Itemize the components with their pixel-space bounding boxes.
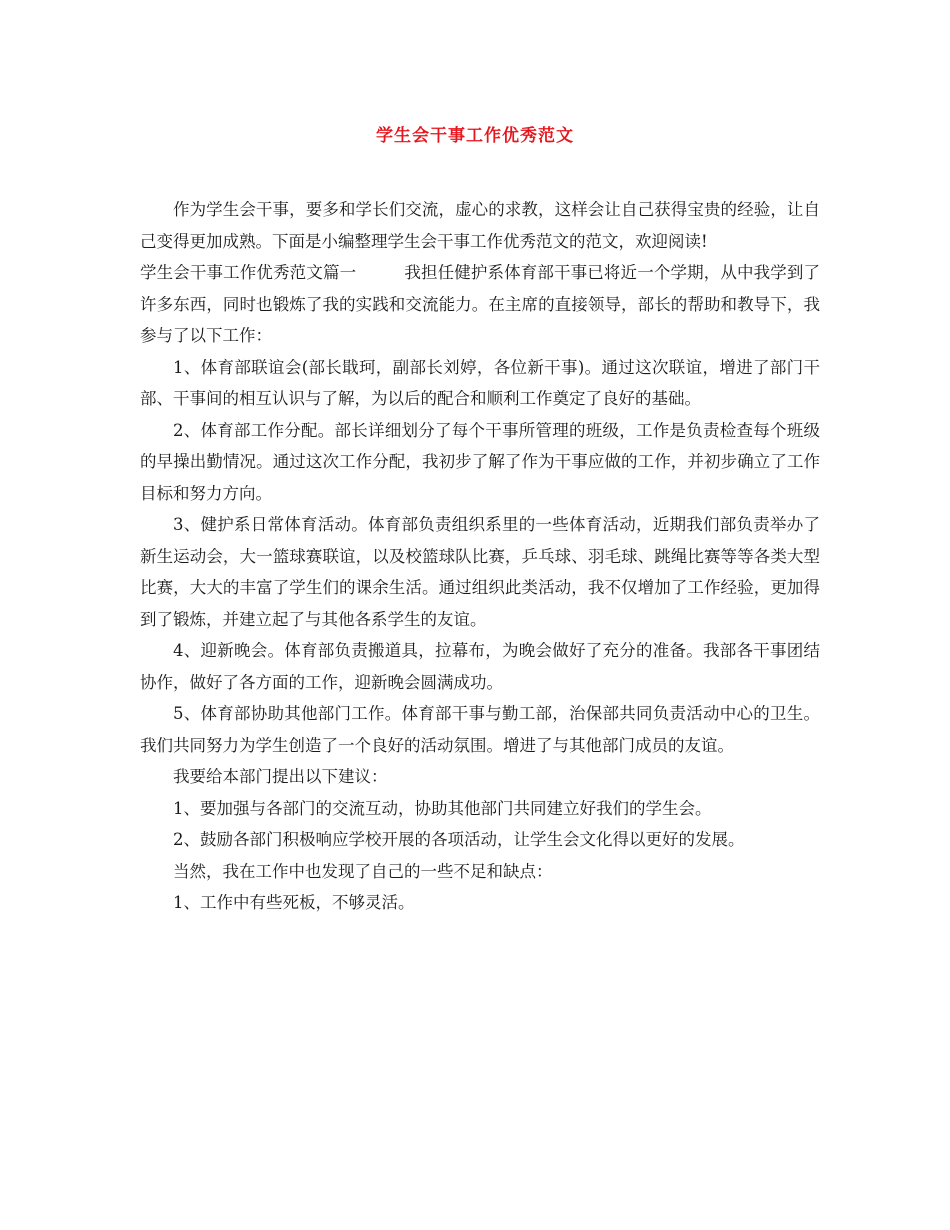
suggestion-item-2: 2、鼓励各部门积极响应学校开展的各项活动，让学生会文化得以更好的发展。 xyxy=(173,830,745,849)
document-title: 学生会干事工作优秀范文 xyxy=(376,126,574,146)
intro-paragraph: 作为学生会干事，要多和学长们交流，虚心的求教，这样会让自己获得宝贵的经验，让自己变得更加成熟。下面是小编整理学生会干事工作优秀范文的范文，欢迎阅读! xyxy=(140,200,820,251)
document-body xyxy=(140,194,820,919)
work-item-5: 5、体育部协助其他部门工作。体育部干事与勤工部，治保部共同负责活动中心的卫生。我们共同努力为学生创造了一个良好的活动氛围。增进了与其他部门成员的友谊。 xyxy=(140,704,820,755)
shortcoming-item-1: 1、工作中有些死板，不够灵活。 xyxy=(173,893,415,912)
work-item-4: 4、迎新晚会。体育部负责搬道具，拉幕布，为晚会做好了充分的准备。我部各干事团结协作，做好了各方面的工作，迎新晚会圆满成功。 xyxy=(140,641,820,692)
section-first-text: 我担任健护系体育部干事已将近一个学期，从中我学到了许多东西，同时也锻炼了我的实践和交流能力。在主席的直接领导，部长的帮助和教导下，我参与了以下工作： xyxy=(140,263,821,345)
work-item-3: 3、健护系日常体育活动。体育部负责组织系里的一些体育活动，近期我们部负责举办了新生运动会，大一篮球赛联谊，以及校篮球队比赛，乒乓球、羽毛球、跳绳比赛等等各类大型比赛，大大的丰富了学生们的课余生活。通过组织此类活动，我不仅增加了工作经验，更加得到了锻炼，并建立起了与其他各系学生的友谊。 xyxy=(140,515,820,629)
section-first-paragraph xyxy=(140,257,820,352)
work-item-2: 2、体育部工作分配。部长详细划分了每个干事所管理的班级，工作是负责检查每个班级的早操出勤情况。通过这次工作分配，我初步了解了作为干事应做的工作，并初步确立了工作目标和努力方向。 xyxy=(140,420,820,503)
suggestion-heading: 我要给本部门提出以下建议： xyxy=(173,767,388,786)
section-heading: 学生会干事工作优秀范文篇一 xyxy=(140,263,357,282)
work-item-1: 1、体育部联谊会(部长戢珂，副部长刘婷，各位新干事)。通过这次联谊，增进了部门干部、干事间的相互认识与了解，为以后的配合和顺利工作奠定了良好的基础。 xyxy=(140,357,820,408)
suggestion-item-1: 1、要加强与各部门的交流互动，协助其他部门共同建立好我们的学生会。 xyxy=(173,798,712,818)
shortcoming-heading: 当然，我在工作中也发现了自己的一些不足和缺点： xyxy=(173,861,553,881)
